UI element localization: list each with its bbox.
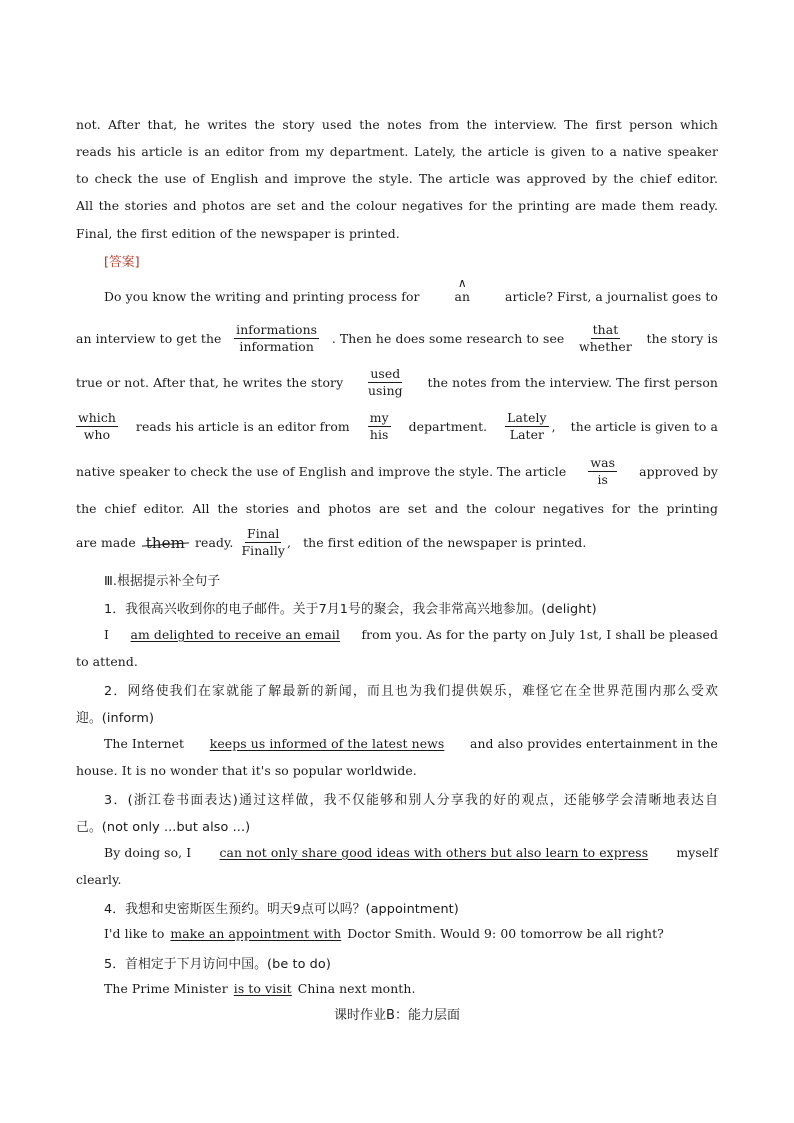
answer-text: Doctor Smith. Would 9: 00 tomorrow be all right?	[347, 926, 664, 941]
paragraph-line: to check the use of English and improve the style. The article was approved by the chief editor.	[76, 171, 718, 186]
answer-text: . Then he does some research to see	[331, 331, 565, 347]
correct-word: Later	[509, 427, 545, 443]
answer-line	[76, 526, 586, 559]
answer-text: ,	[551, 419, 556, 435]
correction	[76, 410, 118, 443]
correction	[368, 410, 391, 443]
correct-word: whether	[579, 339, 632, 355]
correction	[239, 526, 287, 559]
answer-text: the notes from the interview. The first person	[427, 375, 718, 391]
deleted-word: them	[142, 534, 189, 552]
correct-word: information	[239, 339, 314, 355]
answer-text: I	[104, 627, 109, 642]
answer-text: myself	[676, 845, 718, 860]
paragraph-line: reads his article is an editor from my department. Lately, the article is given to a native speaker	[76, 144, 718, 159]
wrong-word: Final	[245, 526, 281, 543]
answer-line	[76, 366, 718, 399]
wrong-word: that	[591, 322, 621, 339]
answer-label: [答案]	[104, 255, 140, 270]
correction	[577, 322, 634, 355]
filled-answer: keeps us informed of the latest news	[209, 736, 445, 751]
correction	[366, 366, 405, 399]
wrong-word: Lately	[505, 410, 549, 427]
correction	[505, 410, 549, 443]
answer-text: the article is given to a	[570, 419, 718, 435]
answer-text: reads his article is an editor from	[135, 419, 350, 435]
section-heading: 课时作业B：能力层面	[334, 1008, 460, 1023]
filled-answer: am delighted to receive an email	[130, 627, 340, 642]
answer-line	[76, 410, 718, 443]
question-prompt: 己。(not only ...but also ...)	[76, 820, 251, 835]
answer-text: true or not. After that, he writes the story	[76, 375, 344, 391]
answer-line	[104, 981, 416, 996]
question-prompt: 2．网络使我们在家就能了解最新的新闻，而且也为我们提供娱乐，难怪它在全世界范围内那么受欢	[104, 684, 718, 699]
answer-line: clearly.	[76, 872, 122, 887]
correct-word: using	[367, 383, 403, 399]
correction	[588, 455, 617, 488]
answer-text: I'd like to	[104, 926, 165, 941]
filled-answer: can not only share good ideas with others but also learn to express	[219, 845, 649, 860]
answer-text: department.	[408, 419, 488, 435]
answer-text: ,	[287, 535, 292, 551]
answer-line	[104, 926, 664, 941]
answer-line: to attend.	[76, 654, 138, 669]
answer-text: Do you know the writing and printing process for	[104, 288, 420, 304]
wrong-word: which	[76, 410, 118, 427]
correct-word: his	[369, 427, 389, 443]
answer-text: approved by	[639, 464, 718, 480]
paragraph-line: Final, the first edition of the newspaper is printed.	[76, 226, 400, 241]
answer-text: China next month.	[297, 981, 416, 996]
wrong-word: my	[368, 410, 391, 427]
paragraph-line: not. After that, he writes the story used the notes from the interview. The first person which	[76, 117, 718, 132]
answer-text: from you. As for the party on July 1st, I shall be pleased	[361, 627, 718, 642]
wrong-word: was	[588, 455, 617, 472]
question-prompt: 5．首相定于下月访问中国。(be to do)	[104, 957, 331, 972]
correct-word: Finally	[241, 543, 286, 559]
answer-line	[104, 736, 718, 751]
question-prompt: 3．(浙江卷书面表达)通过这样做，我不仅能够和别人分享我的好的观点，还能够学会清晰地表达自	[104, 793, 718, 808]
correct-word: who	[83, 427, 111, 443]
answer-line	[104, 845, 718, 860]
inserted-word: an	[454, 289, 471, 305]
answer-line	[76, 455, 718, 488]
answer-text: the first edition of the newspaper is printed.	[303, 535, 587, 551]
answer-text: are made	[76, 535, 136, 551]
answer-text: article? First, a journalist goes to	[505, 288, 718, 304]
answer-text: The Prime Minister	[104, 981, 228, 996]
answer-text: and also provides entertainment in the	[469, 736, 718, 751]
answer-line	[104, 277, 718, 304]
insertion-mark	[455, 277, 471, 304]
answer-line: house. It is no wonder that it's so popular worldwide.	[76, 763, 417, 778]
correct-word: is	[597, 472, 608, 488]
answer-text: native speaker to check the use of English and improve the style. The article	[76, 464, 567, 480]
answer-text: an interview to get the	[76, 331, 222, 347]
question-prompt: 1．我很高兴收到你的电子邮件。关于7月1号的聚会，我会非常高兴地参加。(delight)	[104, 602, 597, 617]
filled-answer: is to visit	[233, 981, 292, 996]
question-prompt: 4．我想和史密斯医生预约。明天9点可以吗？(appointment)	[104, 902, 459, 917]
answer-line: the chief editor. All the stories and photos are set and the colour negatives for the printing	[76, 501, 718, 516]
answer-line	[104, 627, 718, 642]
wrong-word: informations	[234, 322, 319, 339]
caret-icon: ∧	[457, 276, 467, 290]
section-title: Ⅲ.根据提示补全句子	[104, 574, 221, 589]
correction-group	[502, 410, 556, 443]
answer-text: the story is	[646, 331, 718, 347]
correction	[234, 322, 319, 355]
paragraph-line: All the stories and photos are set and the colour negatives for the printing are made them ready.	[76, 198, 718, 213]
filled-answer: make an appointment with	[170, 926, 342, 941]
answer-text: ready.	[195, 535, 234, 551]
question-prompt: 迎。(inform)	[76, 711, 155, 726]
wrong-word: used	[368, 366, 402, 383]
answer-text: By doing so, I	[104, 845, 192, 860]
answer-line	[76, 322, 718, 355]
answer-text: The Internet	[104, 736, 185, 751]
